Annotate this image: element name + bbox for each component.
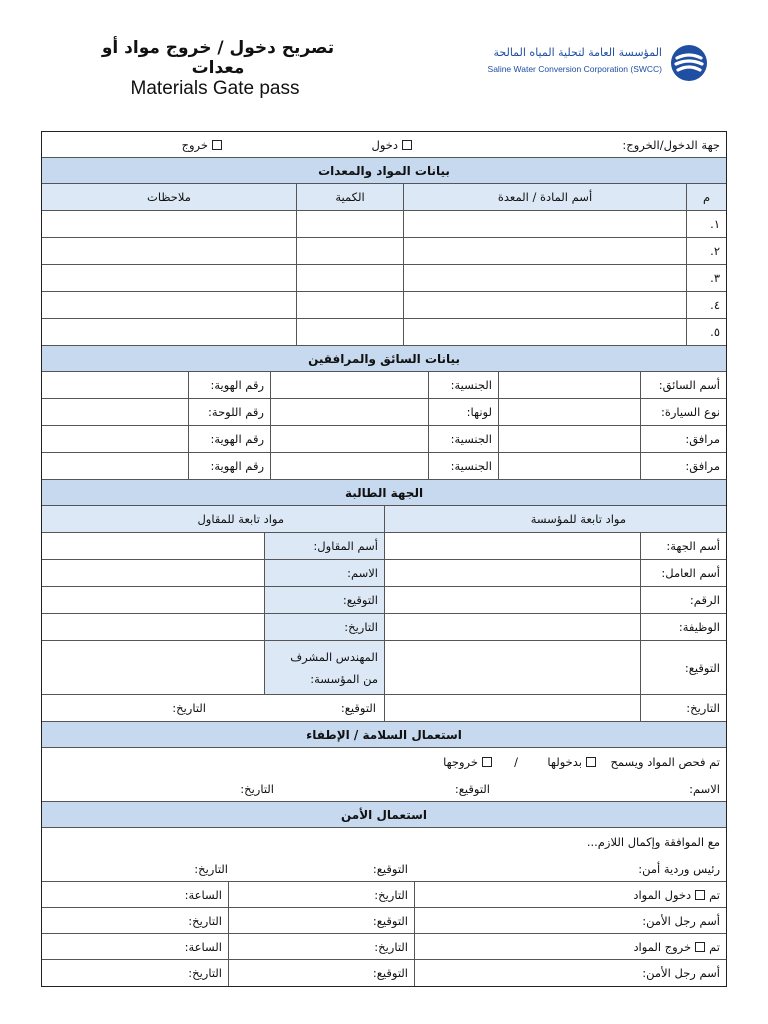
guard-date-label: التاريخ: bbox=[188, 966, 222, 980]
driver-name-field[interactable] bbox=[498, 372, 640, 398]
safety-entry-checkbox[interactable] bbox=[586, 757, 596, 767]
page-header bbox=[0, 0, 768, 128]
col-number-header: م bbox=[686, 184, 726, 210]
material-name-field[interactable] bbox=[403, 319, 686, 345]
notes-field[interactable] bbox=[42, 238, 296, 264]
nationality-label: الجنسية: bbox=[428, 426, 498, 452]
companion-row bbox=[42, 426, 726, 453]
entry-materials-label: دخول المواد bbox=[633, 887, 692, 902]
requester-row bbox=[42, 695, 726, 722]
contractor-date-field[interactable] bbox=[42, 614, 264, 640]
entry-time-label: الساعة: bbox=[184, 887, 222, 902]
security-guard-row bbox=[42, 908, 726, 934]
security-guard-row bbox=[42, 960, 726, 986]
contractor-person-label: الاسم: bbox=[264, 560, 384, 586]
col-notes-header: ملاحظات bbox=[147, 190, 191, 204]
safety-exit-checkbox[interactable] bbox=[482, 757, 492, 767]
requester-row bbox=[42, 533, 726, 560]
notes-field[interactable] bbox=[42, 265, 296, 291]
job-title-label: الوظيفة: bbox=[640, 614, 726, 640]
companion-label: مرافق: bbox=[640, 453, 726, 479]
safety-date-label: التاريخ: bbox=[240, 781, 274, 796]
col-name-header: أسم المادة / المعدة bbox=[403, 184, 686, 210]
table-row bbox=[42, 319, 726, 346]
guard-signature-label: التوقيع: bbox=[228, 960, 414, 986]
exit-date-label: التاريخ: bbox=[228, 934, 414, 959]
material-name-field[interactable] bbox=[403, 265, 686, 291]
department-field[interactable] bbox=[384, 533, 640, 559]
safety-name-label: الاسم: bbox=[689, 781, 720, 796]
material-name-field[interactable] bbox=[403, 292, 686, 318]
row-number: ٤. bbox=[686, 292, 726, 318]
quantity-field[interactable] bbox=[296, 292, 403, 318]
entry-done-cell[interactable] bbox=[414, 882, 726, 907]
requester-row bbox=[42, 560, 726, 587]
engineer-signature-label: التوقيع: bbox=[340, 701, 376, 715]
row-number: ١. bbox=[686, 211, 726, 237]
contractor-signature-field[interactable] bbox=[42, 587, 264, 613]
safety-entry-option[interactable] bbox=[547, 748, 600, 775]
quantity-field[interactable] bbox=[296, 265, 403, 291]
id-number-label: رقم الهوية: bbox=[188, 426, 270, 452]
table-row bbox=[42, 265, 726, 292]
quantity-field[interactable] bbox=[296, 319, 403, 345]
engineer-label-line2: من المؤسسة: bbox=[310, 671, 378, 686]
vehicle-row bbox=[42, 399, 726, 426]
exit-checkbox[interactable] bbox=[212, 140, 222, 150]
exit-option[interactable] bbox=[182, 132, 226, 157]
worker-name-field[interactable] bbox=[384, 560, 640, 586]
engineer-date-label: التاريخ: bbox=[172, 701, 206, 715]
requester-row bbox=[42, 614, 726, 641]
worker-name-label: أسم العامل: bbox=[640, 560, 726, 586]
corp-signature-label: التوقيع: bbox=[640, 641, 726, 694]
contractor-person-field[interactable] bbox=[42, 560, 264, 586]
nationality-field[interactable] bbox=[270, 426, 428, 452]
safety-row bbox=[42, 748, 726, 802]
corp-materials-header: مواد تابعة للمؤسسة bbox=[384, 506, 726, 532]
companion-name-field[interactable] bbox=[498, 453, 640, 479]
contractor-name-field[interactable] bbox=[42, 533, 264, 559]
nationality-field[interactable] bbox=[270, 453, 428, 479]
supervising-engineer-label bbox=[264, 641, 384, 694]
guard-date-label: التاريخ: bbox=[188, 913, 222, 928]
table-row bbox=[42, 211, 726, 238]
done-label: تم bbox=[709, 939, 720, 954]
exit-done-checkbox[interactable] bbox=[695, 942, 705, 952]
safety-entry-label: بدخولها bbox=[547, 754, 582, 769]
approval-text: مع الموافقة وإكمال اللازم... bbox=[586, 834, 720, 849]
vehicle-color-label: لونها: bbox=[428, 399, 498, 425]
exit-done-cell[interactable] bbox=[414, 934, 726, 959]
entry-date-label: التاريخ: bbox=[228, 882, 414, 907]
requester-section-title: الجهة الطالبة bbox=[42, 480, 726, 506]
col-qty-header: الكمية bbox=[296, 184, 403, 210]
quantity-field[interactable] bbox=[296, 238, 403, 264]
security-approval-row bbox=[42, 828, 726, 882]
entry-done-checkbox[interactable] bbox=[695, 890, 705, 900]
driver-section-title: بيانات السائق والمرافقين bbox=[42, 346, 726, 372]
employee-number-label: الرقم: bbox=[640, 587, 726, 613]
done-label: تم bbox=[709, 887, 720, 902]
notes-field[interactable] bbox=[42, 292, 296, 318]
exit-time-label: الساعة: bbox=[184, 939, 222, 954]
gate-row bbox=[42, 132, 726, 158]
shift-head-date-label: التاريخ: bbox=[194, 861, 228, 876]
materials-section-title: بيانات المواد والمعدات bbox=[42, 158, 726, 184]
job-title-field[interactable] bbox=[384, 614, 640, 640]
vehicle-color-field[interactable] bbox=[270, 399, 428, 425]
safety-exit-option[interactable] bbox=[443, 748, 496, 775]
contractor-signature-label: التوقيع: bbox=[264, 587, 384, 613]
vehicle-type-label: نوع السيارة: bbox=[640, 399, 726, 425]
title-arabic: تصريح دخول / خروج مواد أو معدات bbox=[101, 38, 335, 78]
nationality-field[interactable] bbox=[270, 372, 428, 398]
vehicle-type-field[interactable] bbox=[498, 399, 640, 425]
gate-pass-form bbox=[41, 131, 727, 987]
plate-number-label: رقم اللوحة: bbox=[188, 399, 270, 425]
entry-checkbox[interactable] bbox=[402, 140, 412, 150]
driver-name-label: أسم السائق: bbox=[640, 372, 726, 398]
row-number: ٢. bbox=[686, 238, 726, 264]
id-number-label: رقم الهوية: bbox=[188, 453, 270, 479]
title-english: Materials Gate pass bbox=[130, 78, 300, 99]
corp-signature-field[interactable] bbox=[384, 641, 640, 694]
table-row bbox=[42, 292, 726, 319]
safety-exit-label: خروجها bbox=[443, 754, 478, 769]
safety-section-title: استعمال السلامة / الإطفاء bbox=[42, 722, 726, 748]
nationality-label: الجنسية: bbox=[428, 453, 498, 479]
logo-text-arabic: المؤسسة العامة لتحلية المياه المالحة bbox=[493, 46, 662, 59]
table-row bbox=[42, 238, 726, 265]
supervising-engineer-field[interactable] bbox=[42, 641, 264, 694]
safety-check-text: تم فحص المواد ويسمح bbox=[610, 754, 720, 769]
security-section-title: استعمال الأمن bbox=[42, 802, 726, 828]
entry-label: دخول bbox=[371, 137, 398, 152]
contractor-date-label: التاريخ: bbox=[264, 614, 384, 640]
driver-row bbox=[42, 372, 726, 399]
employee-number-field[interactable] bbox=[384, 587, 640, 613]
guard-signature-label: التوقيع: bbox=[228, 908, 414, 933]
exit-materials-label: خروج المواد bbox=[633, 939, 692, 954]
material-name-field[interactable] bbox=[403, 211, 686, 237]
nationality-label: الجنسية: bbox=[428, 372, 498, 398]
materials-header-row bbox=[42, 184, 726, 211]
shift-head-signature-label: التوقيع: bbox=[372, 861, 408, 876]
safety-signature-label: التوقيع: bbox=[454, 781, 490, 796]
contractor-name-label: أسم المقاول: bbox=[264, 533, 384, 559]
companion-label: مرافق: bbox=[640, 426, 726, 452]
gate-label: جهة الدخول/الخروج: bbox=[622, 137, 720, 152]
exit-label: خروج bbox=[181, 137, 208, 152]
companion-row bbox=[42, 453, 726, 480]
id-number-field[interactable] bbox=[42, 372, 188, 398]
material-name-field[interactable] bbox=[403, 238, 686, 264]
requester-header-row bbox=[42, 506, 726, 533]
corp-date-label: التاريخ: bbox=[640, 695, 726, 721]
companion-name-field[interactable] bbox=[498, 426, 640, 452]
contractor-materials-header: مواد تابعة للمقاول bbox=[197, 512, 284, 526]
corp-date-field[interactable] bbox=[384, 695, 640, 721]
shift-head-label: رئيس وردية أمن: bbox=[638, 861, 720, 876]
id-number-field[interactable] bbox=[42, 426, 188, 452]
id-number-field[interactable] bbox=[42, 453, 188, 479]
notes-field[interactable] bbox=[42, 211, 296, 237]
swcc-emblem-icon bbox=[670, 44, 708, 82]
guard-name-label: أسم رجل الأمن: bbox=[414, 908, 726, 933]
notes-field[interactable] bbox=[42, 319, 296, 345]
logo-text-english: Saline Water Conversion Corporation (SWCC) bbox=[487, 64, 662, 74]
security-entry-row bbox=[42, 882, 726, 908]
requester-row bbox=[42, 641, 726, 695]
plate-number-field[interactable] bbox=[42, 399, 188, 425]
quantity-field[interactable] bbox=[296, 211, 403, 237]
safety-separator: / bbox=[514, 754, 518, 769]
guard-name-label: أسم رجل الأمن: bbox=[414, 960, 726, 986]
engineer-label-line1: المهندس المشرف bbox=[290, 649, 378, 664]
department-label: أسم الجهة: bbox=[640, 533, 726, 559]
swcc-logo bbox=[480, 44, 710, 84]
row-number: ٥. bbox=[686, 319, 726, 345]
row-number: ٣. bbox=[686, 265, 726, 291]
requester-row bbox=[42, 587, 726, 614]
security-exit-row bbox=[42, 934, 726, 960]
entry-option[interactable] bbox=[371, 132, 416, 157]
id-number-label: رقم الهوية: bbox=[188, 372, 270, 398]
